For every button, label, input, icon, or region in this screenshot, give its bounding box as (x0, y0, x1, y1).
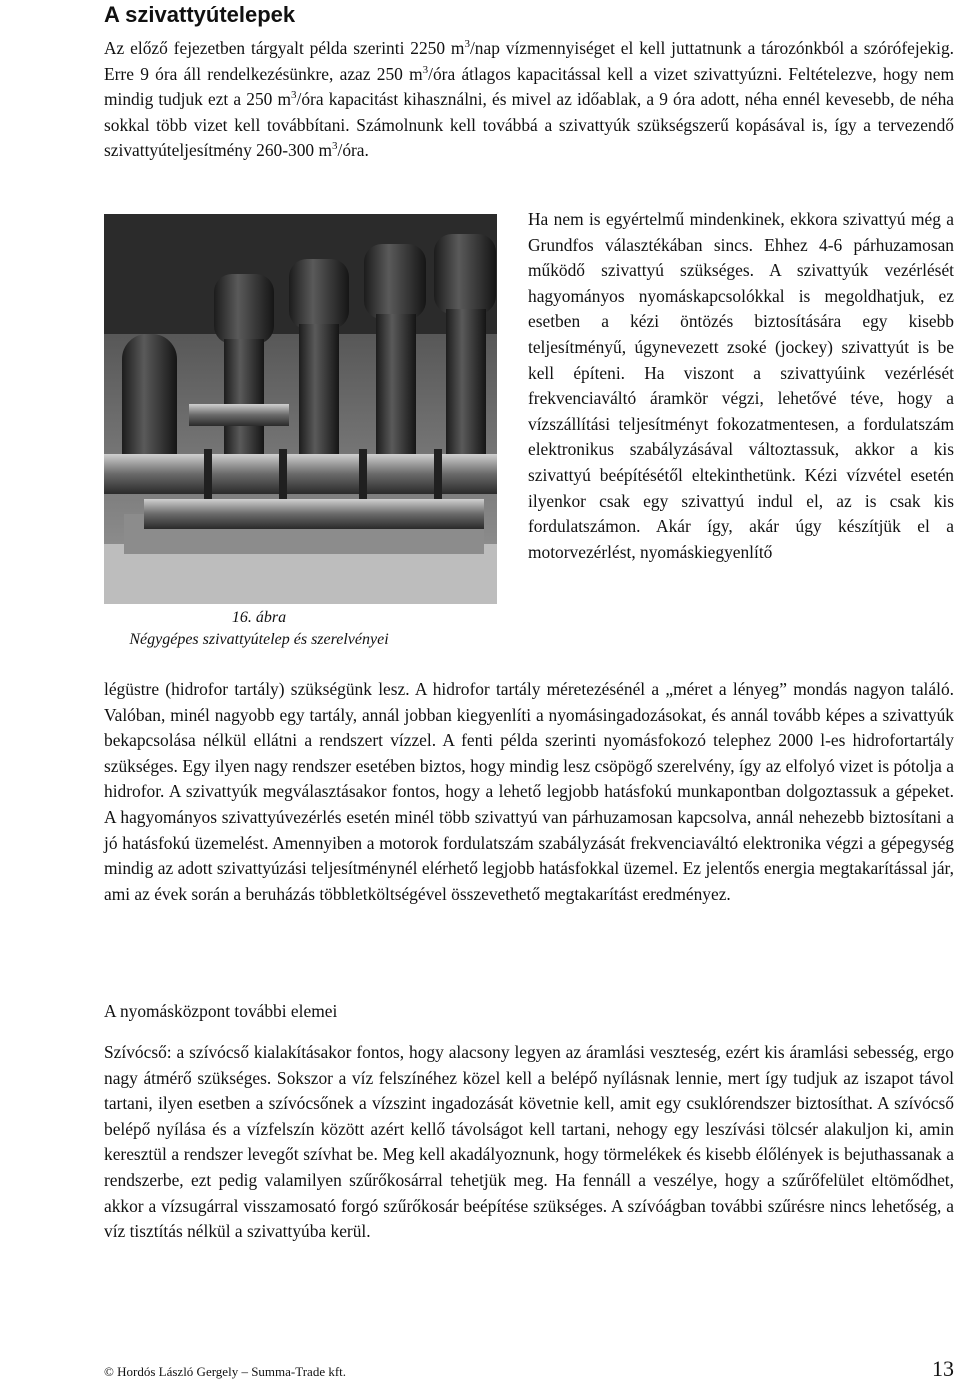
superscript: 3 (464, 38, 470, 51)
text-segment: /óra. (337, 140, 369, 161)
text-segment: /óra átlagos kapacitással kell a vizet szivattyúzni. Feltételezve, hogy nem mindig tudjuk ezt a 250 m (104, 63, 954, 110)
text-segment: /óra kapacitást kihasználni, és mivel az időablak, a 9 óra adott, néha ennél kevesebb, de néha sokkal több vizet kell továbbítani. Számolnunk kell továbbá a szivattyúk szükségszerű kopásával is, így a tervezendő szivattyúteljesítmény 260-300 m (104, 89, 954, 161)
page-number: 13 (932, 1356, 954, 1381)
page-title: A szivattyútelepek (104, 2, 296, 27)
pump-photo-illustration (104, 214, 497, 604)
figure-caption: Négygépes szivattyútelep és szerelvényei (129, 631, 389, 648)
superscript: 3 (422, 63, 429, 76)
wrapped-paragraph: Ha nem is egyértelmű mindenkinek, ekkora szivattyú még a Grundfos választékában sincs. Ehhez 4-6 párhuzamosan működő szivattyú szükséges. A szivattyúk vezérlését hagyományos nyomáskapcsolókkal is megoldhatjuk, ez esetben a kézi öntözés biztosítására egy kisebb teljesítményű, úgynevezett zsoké (jockey) szivattyút is be kell építeni. Ha viszont a szivattyúink vezérlését frekvenciaváltó áramkör végzi, lehetővé téve, hogy a vízszállítási teljesítményt fokozatmentesen, a fordulatszám elektronikus szabályzásával változtassuk, akkor a kis szivattyú beépítésétől eltekinthetünk. Kézi vízvétel esetén ilyenkor csak egy szivattyú indul el, az is csak kis fordulatszámon. Akár így, akár úgy készítjük el a motorvezérlést, nyomáskiegyenlítő (528, 209, 954, 562)
section-subheading: A nyomásközpont további elemei (104, 1001, 338, 1021)
superscript: 3 (331, 140, 338, 153)
pump-station-photo (104, 214, 497, 604)
superscript: 3 (291, 89, 297, 102)
text-segment: Az előző fejezetben tárgyalt példa szerinti 2250 m (104, 38, 465, 58)
intro-paragraph (104, 36, 954, 164)
text-segment: /nap vízmennyiséget el kell juttatnunk a tározónkból a szórófejekig. Erre 9 óra áll rendelkezésünkre, azaz 250 m (104, 38, 954, 84)
figure-number: 16. ábra (231, 609, 287, 626)
suction-pipe-paragraph: Szívócső: a szívócső kialakításakor fontos, hogy alacsony legyen az áramlási veszteség, ezért kis áramlási sebesség, ergo nagy átmérő szükséges. Sokszor a víz felszínéhez közel kell a belépő nyílásnak lennie, mert így tudjuk az iszapot távol tartani, ilyen esetben a szívócsőnek a vízszint ingadozását követnie kell, amit egy csuklórendszer biztosíthat. A szívócső belépő nyílása és a vízfelszín között azért kellő távolságot kell tartani, nehogy egy leszívási tölcsér alakuljon ki, amin keresztül a rendszer levegőt szívhat be. Meg kell akadályoznunk, hogy törmelékek és kisebb élőlények is bejuthassanak a rendszerbe, ezt pedig valamilyen szűrőkosárral tehetjük meg. Ha fennáll a veszélye, hogy a szűrőfelület eltömődhet, akkor a vízsugárral visszamosató forgó szűrőkosár beépítése szükséges. A szívóágban további szűrésre nincs lehetőség, a víz tisztítás nélkül a szivattyúba kerül. (104, 1042, 954, 1242)
hydrofor-paragraph: légüstre (hidrofor tartály) szükségünk lesz. A hidrofor tartály méretezésénél a „méret a lényeg” mondás nagyon találó. Valóban, minél nagyobb egy tartály, annál jobban kiegyenlíti a nyomásingadozásokat, és annál tovább képes a szivattyúk bekapcsolása nélkül ellátni a rendszert vízzel. A fenti példa szerinti nyomásfokozó telephez 2000 l-es hidrofortartály szükséges. Egy ilyen nagy rendszer esetében biztos, hogy mindig lesz csöpögő szerelvény, így az elfolyó vizet is pótolja a hidrofor. A szivattyúk megválasztásakor fontos, hogy a lehető legjobb hatásfokú munkapontban dolgoztassuk a gépeket. A hagyományos szivattyúvezérlés esetén minél több szivattyú van párhuzamosan kapcsolva, annál nehezebb biztosítani a jó hatásfokú üzemelést. Amennyiben a motorok fordulatszám szabályzását frekvenciaváltó elektronika végzi a gépegység mindig az adott szivattyúzási teljesítménynél elérhető legjobb hatásfokkal üzemel. Ez jelentős energia megtakarítással jár, ami az évek során a beruházás többletköltségével összevethető megtakarítást eredményez. (104, 679, 954, 904)
footer-copyright: © Hordós László Gergely – Summa-Trade kft. (104, 1364, 347, 1379)
